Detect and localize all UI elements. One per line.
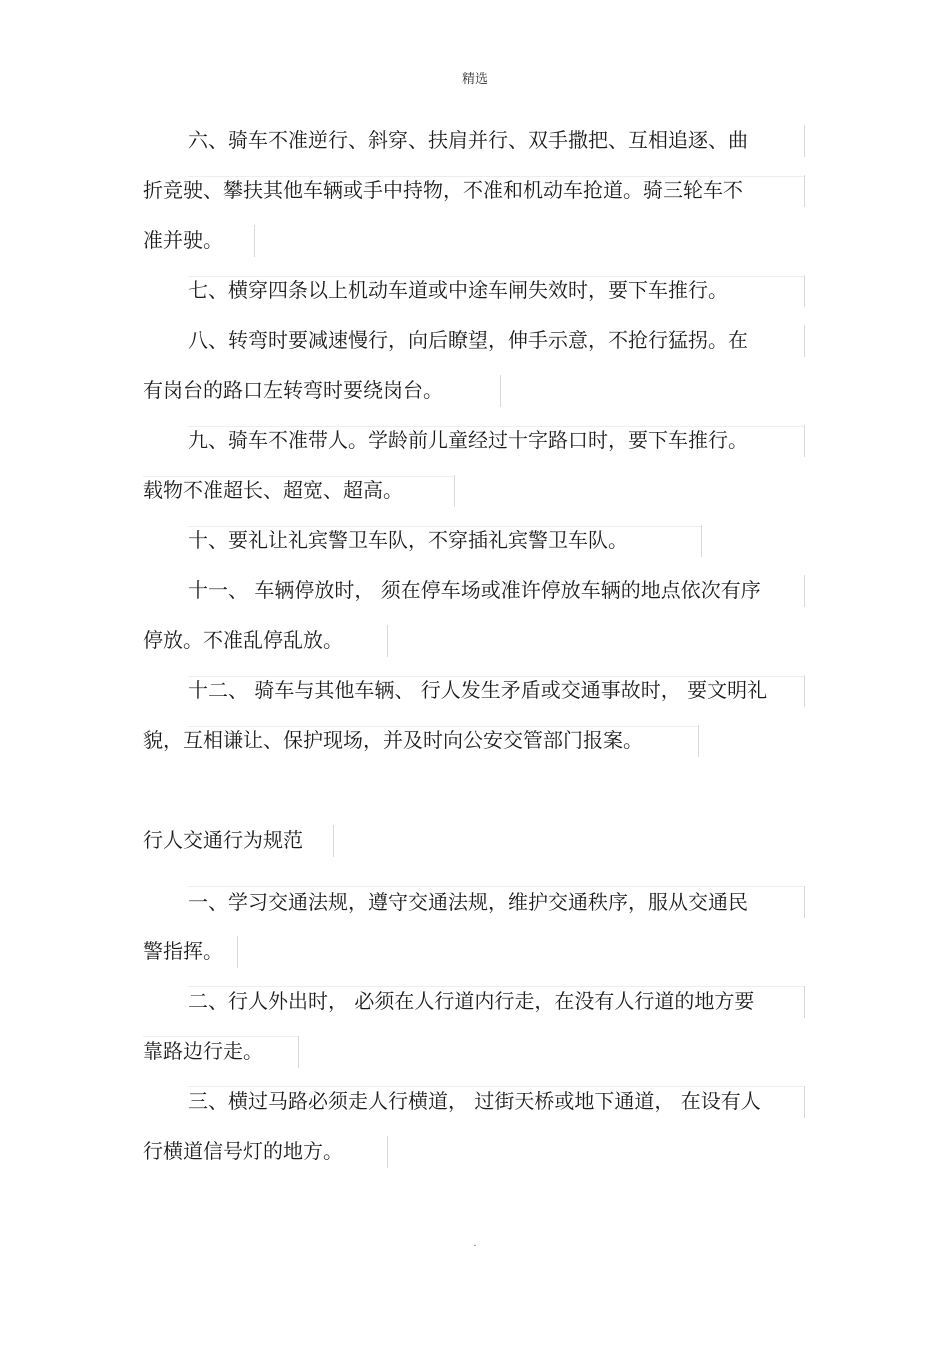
text-line: 停放。不准乱停乱放。 bbox=[143, 628, 343, 652]
guide-line bbox=[143, 476, 454, 477]
guide-line bbox=[298, 1036, 299, 1068]
guide-line bbox=[188, 676, 804, 677]
guide-line bbox=[804, 325, 805, 357]
guide-line bbox=[804, 575, 805, 607]
guide-line bbox=[804, 986, 805, 1018]
text-line: 准并驶。 bbox=[143, 228, 223, 252]
guide-line bbox=[454, 475, 455, 507]
guide-line bbox=[804, 1086, 805, 1118]
guide-line bbox=[188, 276, 804, 277]
text-line: 九、骑车不准带人。学龄前儿童经过十字路口时，要下车推行。 bbox=[188, 428, 748, 452]
guide-line bbox=[188, 986, 804, 987]
text-line: 行横道信号灯的地方。 bbox=[143, 1139, 343, 1163]
guide-line bbox=[804, 275, 805, 307]
text-line: 折竞驶、攀扶其他车辆或手中持物，不准和机动车抢道。骑三轮车不 bbox=[143, 178, 743, 202]
text-line: 八、转弯时要减速慢行，向后瞭望，伸手示意，不抢行猛拐。在 bbox=[188, 328, 748, 352]
text-line: 有岗台的路口左转弯时要绕岗台。 bbox=[143, 378, 443, 402]
guide-line bbox=[188, 526, 701, 527]
guide-line bbox=[387, 1136, 388, 1168]
text-line: 靠路边行走。 bbox=[143, 1039, 263, 1063]
guide-line bbox=[254, 225, 255, 257]
section-heading: 行人交通行为规范 bbox=[143, 828, 303, 852]
guide-line bbox=[698, 725, 699, 757]
guide-line bbox=[804, 125, 805, 157]
guide-line bbox=[237, 936, 238, 968]
guide-line bbox=[387, 625, 388, 657]
text-line: 警指挥。 bbox=[143, 939, 223, 963]
guide-line bbox=[804, 425, 805, 457]
guide-line bbox=[804, 886, 805, 918]
guide-line bbox=[804, 175, 805, 207]
guide-line bbox=[500, 375, 501, 407]
text-line: 十二、 骑车与其他车辆、 行人发生矛盾或交通事故时， 要文明礼 bbox=[188, 678, 768, 702]
guide-line bbox=[188, 726, 698, 727]
text-line: 十、要礼让礼宾警卫车队，不穿插礼宾警卫车队。 bbox=[188, 528, 628, 552]
text-line: 六、骑车不准逆行、斜穿、扶肩并行、双手撒把、互相追逐、曲 bbox=[188, 128, 748, 152]
page-header: 精选 bbox=[461, 72, 488, 87]
guide-line bbox=[188, 886, 804, 887]
text-line: 载物不准超长、超宽、超高。 bbox=[143, 478, 403, 502]
text-line: 十一、 车辆停放时， 须在停车场或准许停放车辆的地点依次有序 bbox=[188, 578, 761, 602]
guide-line bbox=[188, 1086, 804, 1087]
text-line: 二、行人外出时， 必须在人行道内行走，在没有人行道的地方要 bbox=[188, 989, 755, 1013]
guide-line bbox=[804, 675, 805, 707]
text-line: 七、横穿四条以上机动车道或中途车闸失效时，要下车推行。 bbox=[188, 278, 728, 302]
text-line: 三、横过马路必须走人行横道， 过街天桥或地下通道， 在设有人 bbox=[188, 1089, 761, 1113]
guide-line bbox=[333, 825, 334, 857]
guide-line bbox=[188, 176, 804, 177]
text-line: 貌，互相谦让、保护现场，并及时向公安交管部门报案。 bbox=[143, 728, 643, 752]
page-footer: . bbox=[473, 1238, 477, 1249]
guide-line bbox=[188, 426, 804, 427]
guide-line bbox=[143, 1036, 298, 1037]
text-line: 一、学习交通法规，遵守交通法规，维护交通秩序，服从交通民 bbox=[188, 890, 748, 914]
guide-line bbox=[701, 525, 702, 557]
